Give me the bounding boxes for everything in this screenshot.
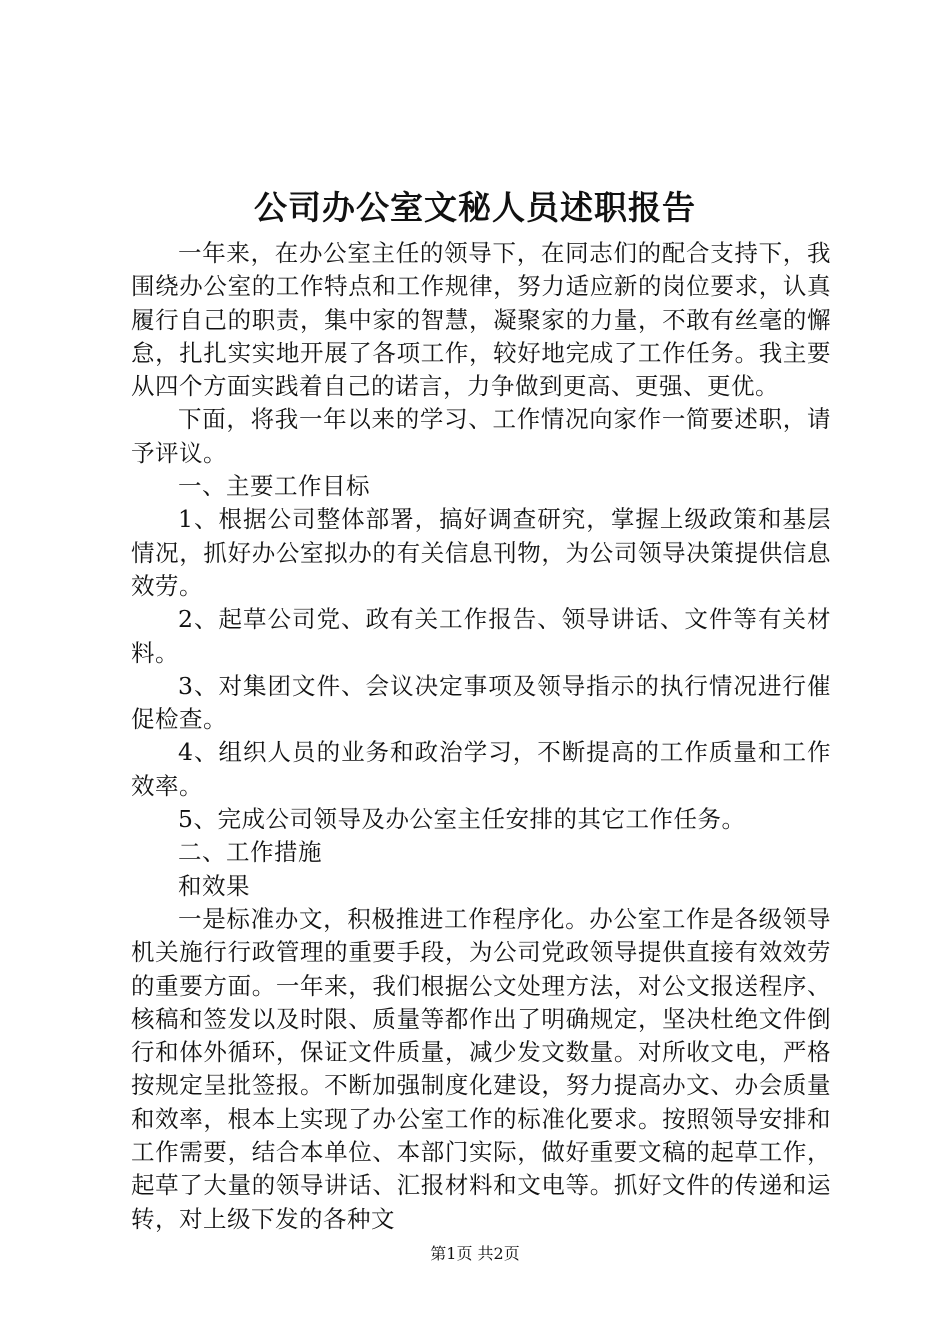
section-heading: 一、主要工作目标 <box>178 472 370 501</box>
list-item: 4、组织人员的业务和政治学习，不断提高的工作质量和工作效率。 <box>131 738 831 800</box>
document-body <box>131 237 831 1236</box>
section-heading: 二、工作措施 <box>178 838 322 867</box>
list-item: 2、起草公司党、政有关工作报告、领导讲话、文件等有关材料。 <box>131 605 831 667</box>
section-heading-continuation: 和效果 <box>178 871 250 900</box>
list-item: 3、对集团文件、会议决定事项及领导指示的执行情况进行催促检查。 <box>131 671 831 734</box>
page-number: 第1页 共2页 <box>430 1244 520 1263</box>
paragraph: 下面，将我一年以来的学习、工作情况向家作一简要述职，请予评议。 <box>131 405 831 467</box>
paragraph: 一是标准办文，积极推进工作程序化。办公室工作是各级领导机关施行行政管理的重要手段，为公司党政领导提供直接有效效劳的重要方面。一年来，我们根据公文处理方法，对公文报送程序、核稿和签发以及时限、质量等都作出了明确规定，坚决杜绝文件倒行和体外循环，保证文件质量，减少发文数量。对所收文电，严格按规定呈批签报。不断加强制度化建设，努力提高办文、办会质量和效率，根本上实现了办公室工作的标准化要求。按照领导安排和工作需要，结合本单位、本部门实际，做好重要文稿的起草工作，起草了大量的领导讲话、汇报材料和文电等。抓好文件的传递和运转，对上级下发的各种文 <box>131 904 831 1233</box>
list-item: 1、根据公司整体部署，搞好调查研究，掌握上级政策和基层情况，抓好办公室拟办的有关信息刊物，为公司领导决策提供信息效劳。 <box>131 505 831 600</box>
document-title: 公司办公室文秘人员述职报告 <box>254 188 696 227</box>
paragraph: 一年来，在办公室主任的领导下，在同志们的配合支持下，我围绕办公室的工作特点和工作规律，努力适应新的岗位要求，认真履行自己的职责，集中家的智慧，凝聚家的力量，不敢有丝毫的懈怠，扎扎实实地开展了各项工作，较好地完成了工作任务。我主要从四个方面实践着自己的诺言，力争做到更高、更强、更优。 <box>131 239 831 401</box>
list-item: 5、完成公司领导及办公室主任安排的其它工作任务。 <box>178 805 746 834</box>
